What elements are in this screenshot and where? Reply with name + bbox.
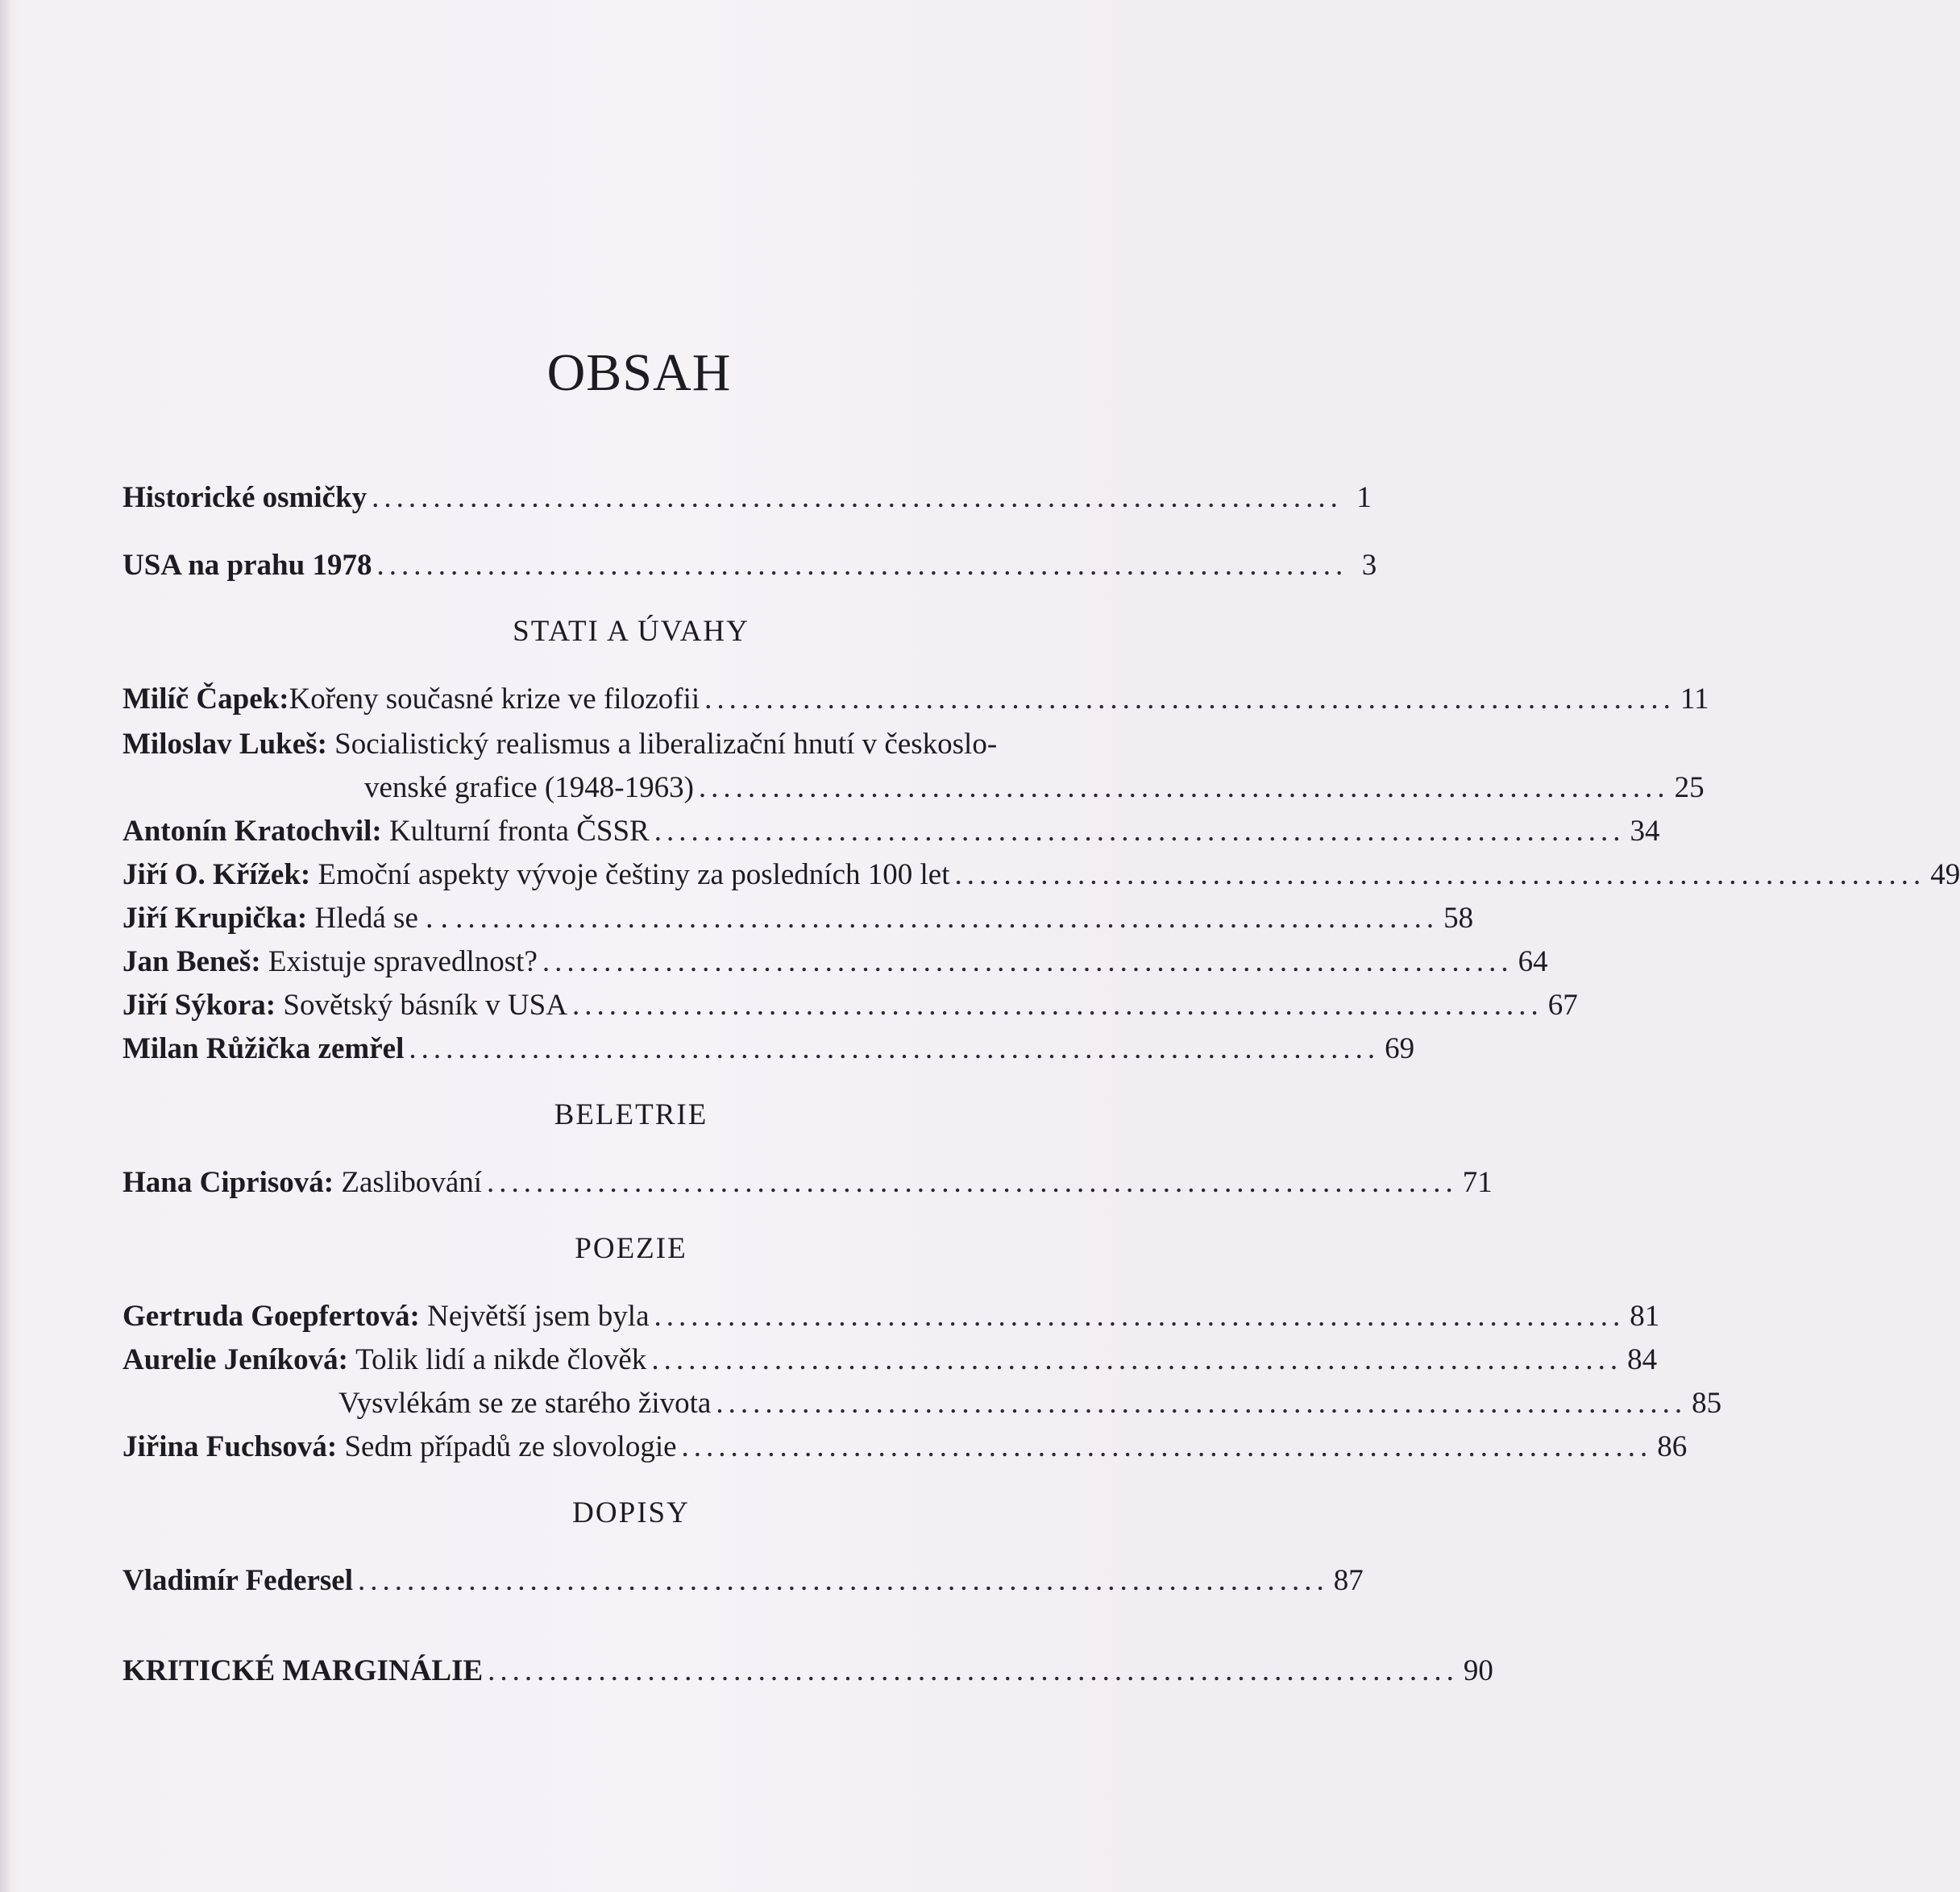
toc-entry	[122, 1429, 1688, 1465]
toc-entry-author: Milíč Čapek:	[122, 683, 289, 716]
toc-entry-title: Hledá se . . .	[314, 902, 463, 935]
leader-dots: ...............................................................................	[681, 1430, 1653, 1463]
leader-dots: ...............................................................................	[716, 1387, 1688, 1420]
section-heading-poezie: POEZIE	[575, 1232, 687, 1265]
toc-entry	[122, 1031, 1415, 1067]
leader-dots: ...............................................................................	[651, 1343, 1623, 1376]
page-edge-shadow	[0, 0, 11, 1892]
section-heading-stati: STATI A ÚVAHY	[513, 615, 750, 648]
toc-entry-usa-na-prahu	[122, 548, 1377, 583]
toc-page-number: 58	[1443, 902, 1474, 935]
toc-page-number: 85	[1692, 1387, 1722, 1420]
toc-entry-author: Antonín Kratochvil:	[122, 815, 382, 848]
toc-entry-title-continued: venské grafice (1948-1963)	[364, 771, 694, 804]
toc-entry	[122, 814, 1660, 849]
leader-dots: ...............................................................................	[467, 902, 1439, 935]
toc-page-number: 34	[1630, 815, 1660, 848]
toc-entry	[122, 1165, 1493, 1201]
toc-entry-author: Gertruda Goepfertová:	[122, 1300, 420, 1333]
toc-entry-title: Emoční aspekty vývoje češtiny za posledních 100 let	[318, 858, 950, 891]
toc-page-number: 84	[1627, 1343, 1658, 1376]
page-title: OBSAH	[546, 343, 732, 402]
toc-entry-title: Zaslibování	[341, 1166, 483, 1199]
toc-entry	[122, 944, 1548, 980]
toc-entry-title: Největší jsem byla	[427, 1300, 650, 1333]
toc-entry	[122, 1342, 1658, 1378]
section-heading-beletrie: BELETRIE	[554, 1098, 708, 1131]
leader-dots: ...............................................................................	[571, 989, 1543, 1022]
toc-entry-title: Historické osmičky	[122, 481, 368, 514]
toc-entry-kriticke-marginalie	[122, 1653, 1493, 1689]
toc-page-number: 49	[1930, 858, 1960, 891]
toc-page-number: 87	[1333, 1564, 1364, 1597]
toc-entry-author: Hana Ciprisová:	[122, 1166, 334, 1199]
toc-entry-title: Socialistický realismus a liberalizační hnutí v českoslo-	[334, 728, 998, 761]
leader-dots: ...............................................................................	[954, 858, 1926, 891]
leader-dots: ...............................................................................	[488, 1654, 1459, 1687]
toc-entry-author: Jiřina Fuchsová:	[122, 1430, 338, 1463]
toc-entry-title: Sedm případů ze slovologie	[344, 1430, 677, 1463]
toc-entry-title: Existuje spravedlnost?	[268, 945, 538, 978]
toc-entry-title: Vysvlékám se ze starého života	[338, 1387, 712, 1420]
toc-entry-title: Sovětský básník v USA	[283, 989, 567, 1022]
toc-page-number: 25	[1674, 771, 1705, 804]
leader-dots: ...............................................................................	[487, 1166, 1458, 1199]
toc-entry	[122, 727, 1144, 762]
toc-entry-author: Jiří Krupička:	[122, 902, 308, 935]
toc-entry-title: Kořeny současné krize ve filozofii	[289, 683, 700, 716]
toc-page-number: 71	[1462, 1166, 1493, 1199]
toc-page-number: 1	[1356, 481, 1372, 514]
toc-entry	[122, 857, 1960, 893]
leader-dots: ...............................................................................	[372, 481, 1343, 514]
toc-entry	[122, 1563, 1364, 1599]
toc-entry	[122, 1299, 1660, 1334]
toc-entry-title: Kulturní fronta ČSSR	[388, 815, 650, 848]
toc-entry-title: KRITICKÉ MARGINÁLIE	[122, 1654, 484, 1687]
toc-entry	[122, 901, 1474, 936]
leader-dots: ...............................................................................	[542, 945, 1514, 978]
toc-entry	[122, 988, 1578, 1023]
leader-dots: ...............................................................................	[654, 1300, 1626, 1333]
leader-dots: ...............................................................................	[358, 1564, 1329, 1597]
toc-page-number: 86	[1657, 1430, 1688, 1463]
toc-page-number: 3	[1361, 549, 1377, 582]
toc-page-number: 67	[1547, 989, 1578, 1022]
toc-entry-author: Jiří Sýkora:	[122, 989, 276, 1022]
leader-dots: ...............................................................................	[698, 771, 1670, 804]
toc-entry-title: Tolik lidí a nikde člověk	[355, 1343, 647, 1376]
toc-entry-author: Jiří O. Křížek:	[122, 858, 311, 891]
toc-entry-author: Milan Růžička zemřel	[122, 1032, 405, 1065]
leader-dots: ...............................................................................	[704, 683, 1676, 716]
leader-dots: ...............................................................................	[409, 1032, 1381, 1065]
toc-entry-continuation	[122, 770, 1705, 806]
toc-page-number: 81	[1630, 1300, 1660, 1333]
toc-entry-author: Jan Beneš:	[122, 945, 261, 978]
toc-page-number: 11	[1680, 683, 1709, 716]
toc-page-number: 69	[1385, 1032, 1415, 1065]
toc-entry-historicke-osmicky	[122, 480, 1372, 516]
leader-dots: ...............................................................................	[654, 815, 1626, 848]
section-heading-dopisy: DOPISY	[572, 1496, 690, 1529]
toc-entry-author: Aurelie Jeníková:	[122, 1343, 348, 1376]
toc-entry	[122, 682, 1709, 717]
toc-entry-author: Vladimír Federsel	[122, 1564, 354, 1597]
toc-entry-continuation	[122, 1386, 1722, 1421]
toc-entry-author: Miloslav Lukeš:	[122, 728, 327, 761]
toc-page-number: 90	[1463, 1654, 1493, 1687]
leader-dots: ...............................................................................	[376, 549, 1348, 582]
toc-page-number: 64	[1518, 945, 1548, 978]
toc-entry-title: USA na prahu 1978	[122, 549, 372, 582]
